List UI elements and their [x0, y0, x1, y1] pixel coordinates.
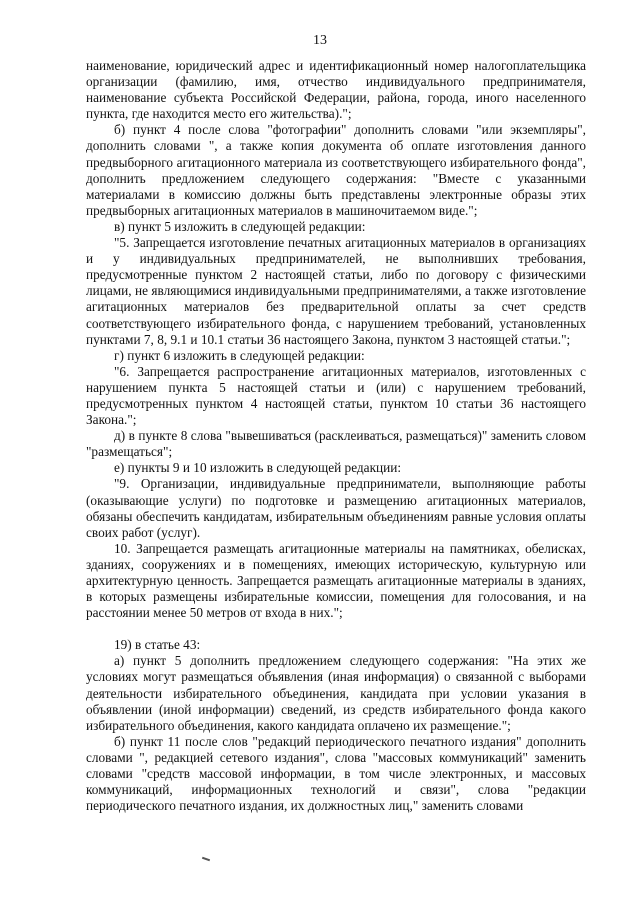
paragraph: в) пункт 5 изложить в следующей редакции: — [114, 218, 366, 234]
paragraph: б) пункт 11 после слов "редакций периодического печатного издания" дополнить словами ", редакцией сетевого издания", слова "массовых коммуникаций" заменить словами "средств массовой информации, в том числе электронных, и массовых коммуникаций, информационных технологий и связи", слова "редакции периодического печатного издания, их должностных лиц," заменить словами — [86, 733, 586, 814]
paragraph: "5. Запрещается изготовление печатных агитационных материалов в организациях и у индивидуальных предпринимателей, не выполнивших требования, предусмотренные пунктом 2 настоящей статьи, либо по договору с физическими лицами, не являющимися индивидуальными предпринимателями, а также изготовление агитационных материалов без предварительной оплаты за счет средств соответствующего избирательного фонда, с нарушением требований, установленных пунктами 7, 8, 9.1 и 10.1 статьи 36 настоящего Закона, пунктом 3 настоящей статьи."; — [86, 235, 586, 347]
paragraph: г) пункт 6 изложить в следующей редакции: — [114, 347, 365, 363]
paragraph: е) пункты 9 и 10 изложить в следующей редакции: — [114, 460, 402, 476]
paragraph: б) пункт 4 после слова "фотографии" дополнить словами "или экземпляры", дополнить словами ", а также копия документа об оплате изготовления данного предвыборного агитационного материала из соответствующего избирательного фонда", дополнить предложением следующего содержания: "Вместе с указанными материалами в комиссию должны быть представлены электронные образы этих предвыборных агитационных материалов в машиночитаемом виде."; — [86, 122, 586, 218]
paragraph: "9. Организации, индивидуальные предприниматели, выполняющие работы (оказывающие услуги) по подготовке и размещению агитационных материалов, обязаны обеспечить кандидатам, избирательным объединениям равные условия оплаты своих работ (услуг). — [86, 476, 586, 540]
paragraph: наименование, юридический адрес и идентификационный номер налогоплательщика организации (фамилию, имя, отчество индивидуального предпринимателя, наименование субъекта Российской Федерации, района, города, иного населенного пункта, где находится место его жительства)."; — [86, 58, 586, 122]
paragraph: 19) в статье 43: — [114, 637, 201, 653]
paragraph: "6. Запрещается распространение агитационных материалов, изготовленных с нарушением пункта 5 настоящей статьи и (или) с нарушением требований, предусмотренных пунктом 4 настоящей статьи, пунктом 10 статьи 36 настоящего Закона."; — [86, 363, 586, 428]
paragraph: д) в пункте 8 слова "вывешиваться (расклеиваться, размещаться)" заменить словом "размещаться"; — [86, 428, 586, 460]
paragraph-spacer — [86, 621, 586, 637]
scan-artifact-mark — [202, 857, 210, 862]
paragraph: 10. Запрещается размещать агитационные материалы на памятниках, обелисках, зданиях, сооружениях и в помещениях, имеющих историческую, культурную или архитектурную ценность. Запрещается размещать агитационные материалы в зданиях, в которых размещены избирательные комиссии, помещения для голосования, и на расстоянии менее 50 метров от входа в них."; — [86, 540, 586, 621]
page-number: 13 — [313, 33, 327, 48]
document-body — [86, 58, 586, 814]
paragraph: а) пункт 5 дополнить предложением следующего содержания: "На этих же условиях могут размещаться объявления (иная информация) о связанной с выборами деятельности избирательного объединения, кандидата при условии указания в объявлении (иной информации) сведений, из средств избирательного фонда какого избирательного объединения, какого кандидата оплачено их размещение."; — [86, 653, 586, 733]
